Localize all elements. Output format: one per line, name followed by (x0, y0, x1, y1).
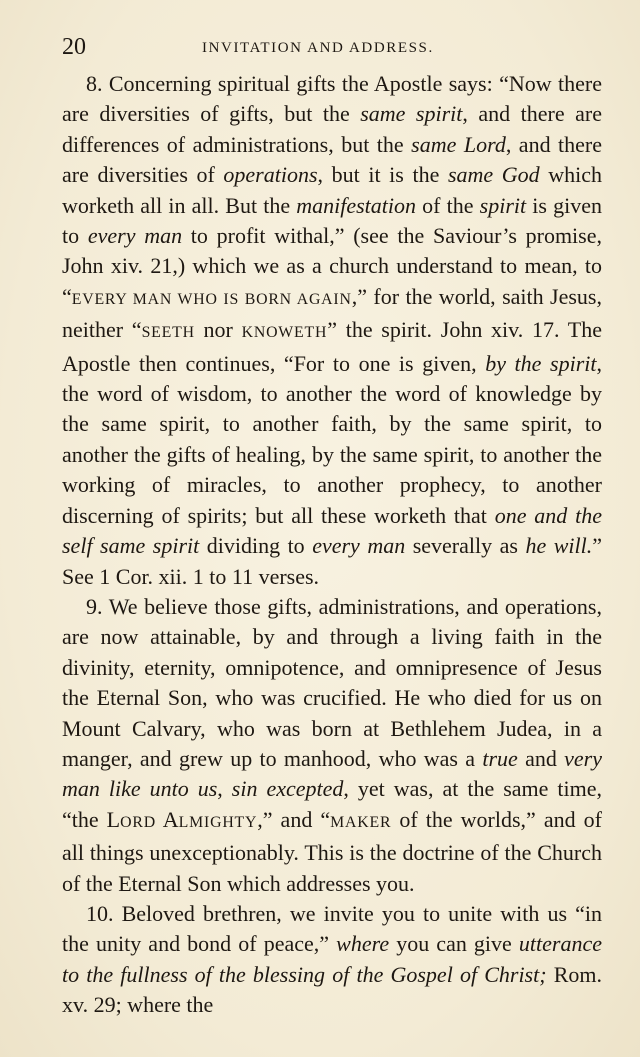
text-run: , and there are differences of administrations, but the (62, 101, 602, 157)
paragraph-10 (62, 899, 602, 1021)
text-run: which worketh all in all. But the (62, 162, 603, 218)
italic-text: every man (312, 533, 406, 559)
text-run: , (217, 776, 232, 802)
text-run: you can give (389, 931, 519, 957)
italic-text: same Lord (411, 131, 506, 157)
italic-text: sin excepted (231, 776, 344, 802)
italic-text: utterance to the fullness of the blessing of the Gospel of Christ; (62, 931, 603, 987)
text-run: , and there are diversities of (62, 131, 603, 188)
text-run: ,” and “ (257, 806, 331, 832)
text-run: A (155, 806, 179, 832)
text-run: We believe those gifts, administrations, and operations, are now attainable, by and through a living faith in the divinity, eternity, omnipotence, and omnipresence of Jesus the Eternal Son, who was crucified. He who died for us on Mount Calvary, who was born at Bethlehem Judea, in a manger, and grew up to manhood, who was a (62, 593, 602, 771)
paragraph-body (62, 901, 602, 1017)
paragraph-8 (62, 69, 602, 592)
text-run: ,” for the world, saith Jesus, neither “ (62, 283, 602, 343)
paragraph-number: 10. (86, 900, 114, 926)
italic-text: by the spirit (485, 350, 597, 376)
small-caps-text: KNOWETH (241, 324, 328, 342)
paragraph-body (62, 594, 602, 896)
paragraph-9 (62, 592, 602, 899)
italic-text: very man like unto us (62, 745, 603, 802)
running-head: INVITATION AND ADDRESS. (202, 40, 434, 56)
text-run: Beloved brethren, we invite you to unite with us “in the unity and bond of peace,” (62, 900, 602, 957)
italic-text: where (336, 931, 390, 957)
italic-text: operations (223, 162, 318, 188)
text-run: dividing to (199, 533, 313, 559)
paragraph-number: 9. (86, 593, 103, 619)
text-run: Rom. xv. 29; where the (62, 961, 602, 1018)
small-caps-text: EVERY MAN WHO IS BORN AGAIN (71, 290, 352, 308)
text-run: to profit withal,” (see the Saviour’s promise, John xiv. 21,) which we as a church understand to mean, to “ (62, 223, 602, 309)
text-run: ” See 1 Cor. xii. 1 to 11 verses. (62, 533, 603, 589)
text-run: severally as (405, 533, 526, 559)
italic-text: he will. (525, 533, 593, 559)
italic-text: one and the self same spirit (62, 502, 602, 559)
text-run: of the worlds,” and of all things unexceptionably. This is the doctrine of the Church of the Eternal Son which addresses you. (62, 806, 602, 896)
italic-text: same God (447, 162, 540, 188)
italic-text: true (482, 745, 518, 771)
page-header (62, 32, 602, 62)
text-run: nor (194, 317, 242, 343)
text-run: , but it is the (317, 162, 448, 188)
italic-text: spirit (479, 192, 527, 218)
small-caps-text: ORD (120, 813, 156, 831)
text-run: Concerning spiritual gifts the Apostle says: “Now there are diversities of gifts, but the (62, 71, 602, 127)
small-caps-text: MAKER (330, 813, 392, 831)
text-run: ” the spirit. John xiv. 17. The Apostle then continues, “For to one is given, (62, 317, 602, 376)
paragraph-number: 8. (86, 71, 103, 96)
italic-text: manifestation (296, 192, 417, 218)
italic-text: every man (87, 223, 183, 249)
italic-text: same spirit (360, 101, 463, 127)
text-run: is given to (62, 192, 602, 249)
small-caps-text: LMIGHTY (178, 813, 258, 831)
text-run: , yet was, at the same time, “the L (62, 776, 603, 832)
text-run: and (517, 745, 565, 771)
text-run: , the word of wisdom, to another the word of knowledge by the same spirit, to another faith, by the same spirit, to another the gifts of healing, by the same spirit, to another the working of miracles, to another prophecy, to another discerning of spirits; but all these worketh that (62, 350, 602, 528)
page-number: 20 (62, 34, 86, 60)
small-caps-text: SEETH (141, 324, 195, 342)
text-run: of the (416, 192, 480, 218)
paragraph-body (62, 71, 602, 589)
body-text (62, 69, 602, 1021)
